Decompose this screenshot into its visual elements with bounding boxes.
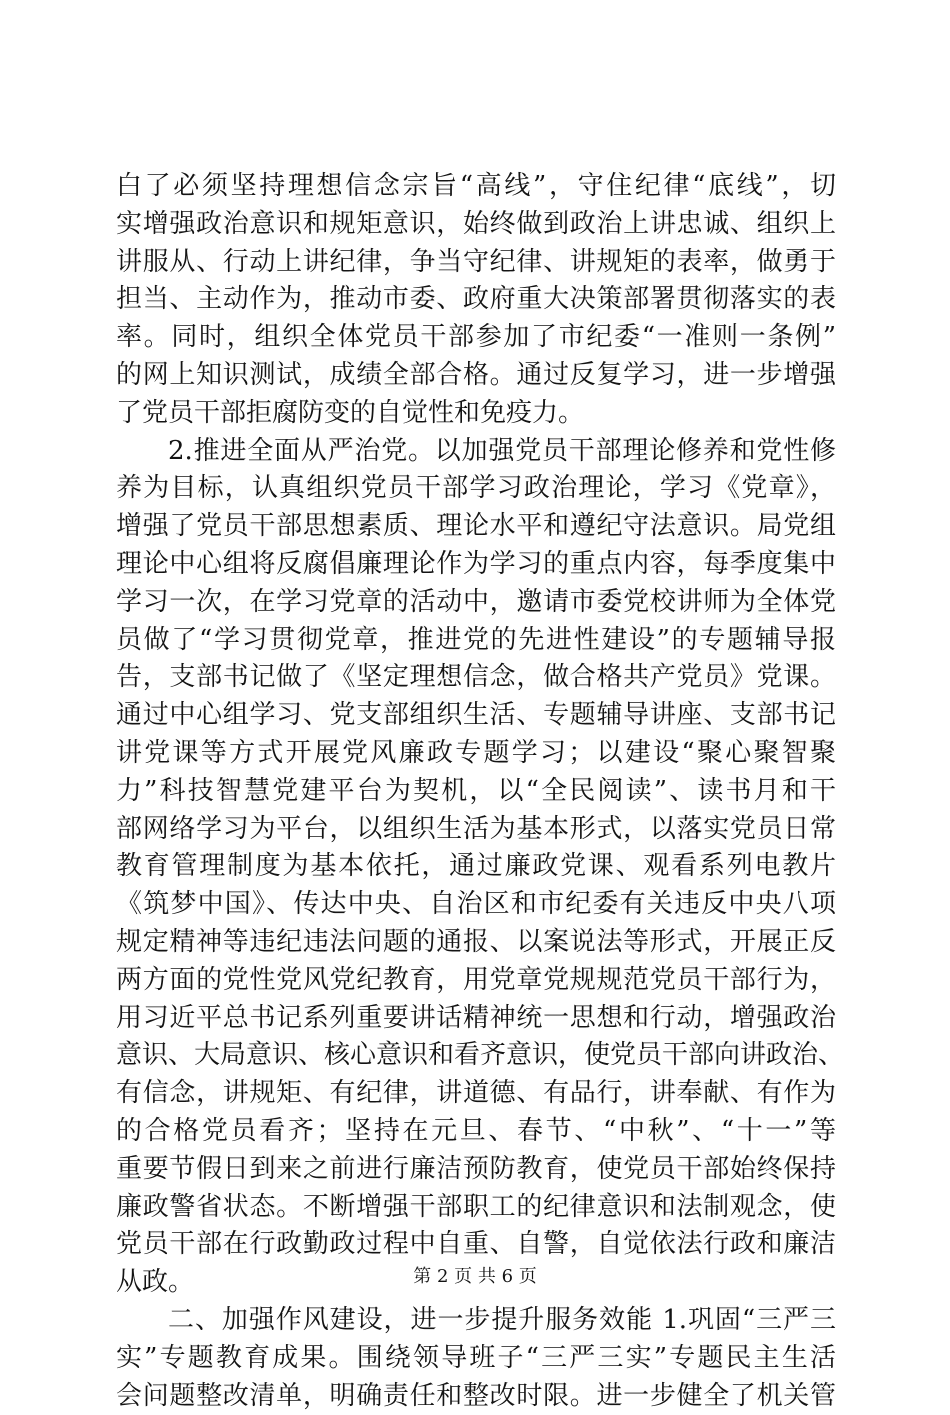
text-line: 率。同时，组织全体党员干部参加了市纪委“一准则一条例” — [116, 319, 836, 357]
text-line: 2.推进全面从严治党。以加强党员干部理论修养和党性修 — [116, 433, 836, 471]
text-line: 告，支部书记做了《坚定理想信念，做合格共产党员》党课。 — [116, 659, 836, 697]
text-line: 教育管理制度为基本依托，通过廉政党课、观看系列电教片 — [116, 848, 836, 886]
text-line: 有信念，讲规矩、有纪律，讲道德、有品行，讲奉献、有作为 — [116, 1075, 836, 1113]
text-line: 养为目标，认真组织党员干部学习政治理论，学习《党章》， — [116, 470, 836, 508]
text-line: 担当、主动作为，推动市委、政府重大决策部署贯彻落实的表 — [116, 281, 836, 319]
text-line: 意识、大局意识、核心意识和看齐意识，使党员干部向讲政治、 — [116, 1037, 836, 1075]
text-line: 学习一次，在学习党章的活动中，邀请市委党校讲师为全体党 — [116, 584, 836, 622]
text-line: 增强了党员干部思想素质、理论水平和遵纪守法意识。局党组 — [116, 508, 836, 546]
text-line: 讲党课等方式开展党风廉政专题学习；以建设“聚心聚智聚 — [116, 735, 836, 773]
text-line: 部网络学习为平台，以组织生活为基本形式，以落实党员日常 — [116, 811, 836, 849]
document-body — [116, 168, 836, 1415]
text-line: 员做了“学习贯彻党章，推进党的先进性建设”的专题辅导报 — [116, 622, 836, 660]
text-line: 了党员干部拒腐防变的自觉性和免疫力。 — [116, 395, 836, 433]
text-line: 白了必须坚持理想信念宗旨“高线”，守住纪律“底线”，切 — [116, 168, 836, 206]
page-number-footer: 第 2 页 共 6 页 — [0, 1262, 950, 1288]
text-line: 规定精神等违纪违法问题的通报、以案说法等形式，开展正反 — [116, 924, 836, 962]
text-line: 通过中心组学习、党支部组织生活、专题辅导讲座、支部书记 — [116, 697, 836, 735]
text-line: 廉政警省状态。不断增强干部职工的纪律意识和法制观念，使 — [116, 1189, 836, 1227]
text-line: 理论中心组将反腐倡廉理论作为学习的重点内容，每季度集中 — [116, 546, 836, 584]
text-line: 二、加强作风建设，进一步提升服务效能 1.巩固“三严三 — [116, 1302, 836, 1340]
text-line: 力”科技智慧党建平台为契机，以“全民阅读”、读书月和干 — [116, 773, 836, 811]
text-line: 用习近平总书记系列重要讲话精神统一思想和行动，增强政治 — [116, 1000, 836, 1038]
text-line: 两方面的党性党风党纪教育，用党章党规规范党员干部行为， — [116, 962, 836, 1000]
text-line: 《筑梦中国》、传达中央、自治区和市纪委有关违反中央八项 — [116, 886, 836, 924]
text-line: 的合格党员看齐；坚持在元旦、春节、“中秋”、“十一”等 — [116, 1113, 836, 1151]
text-line: 讲服从、行动上讲纪律，争当守纪律、讲规矩的表率，做勇于 — [116, 244, 836, 282]
text-line: 重要节假日到来之前进行廉洁预防教育，使党员干部始终保持 — [116, 1151, 836, 1189]
text-line: 会问题整改清单，明确责任和整改时限。进一步健全了机关管 — [116, 1378, 836, 1415]
text-line: 实增强政治意识和规矩意识，始终做到政治上讲忠诚、组织上 — [116, 206, 836, 244]
text-line: 的网上知识测试，成绩全部合格。通过反复学习，进一步增强 — [116, 357, 836, 395]
text-line: 实”专题教育成果。围绕领导班子“三严三实”专题民主生活 — [116, 1340, 836, 1378]
text-line: 党员干部在行政勤政过程中自重、自警，自觉依法行政和廉洁 — [116, 1226, 836, 1264]
text-line: 从政。 — [116, 1264, 836, 1302]
